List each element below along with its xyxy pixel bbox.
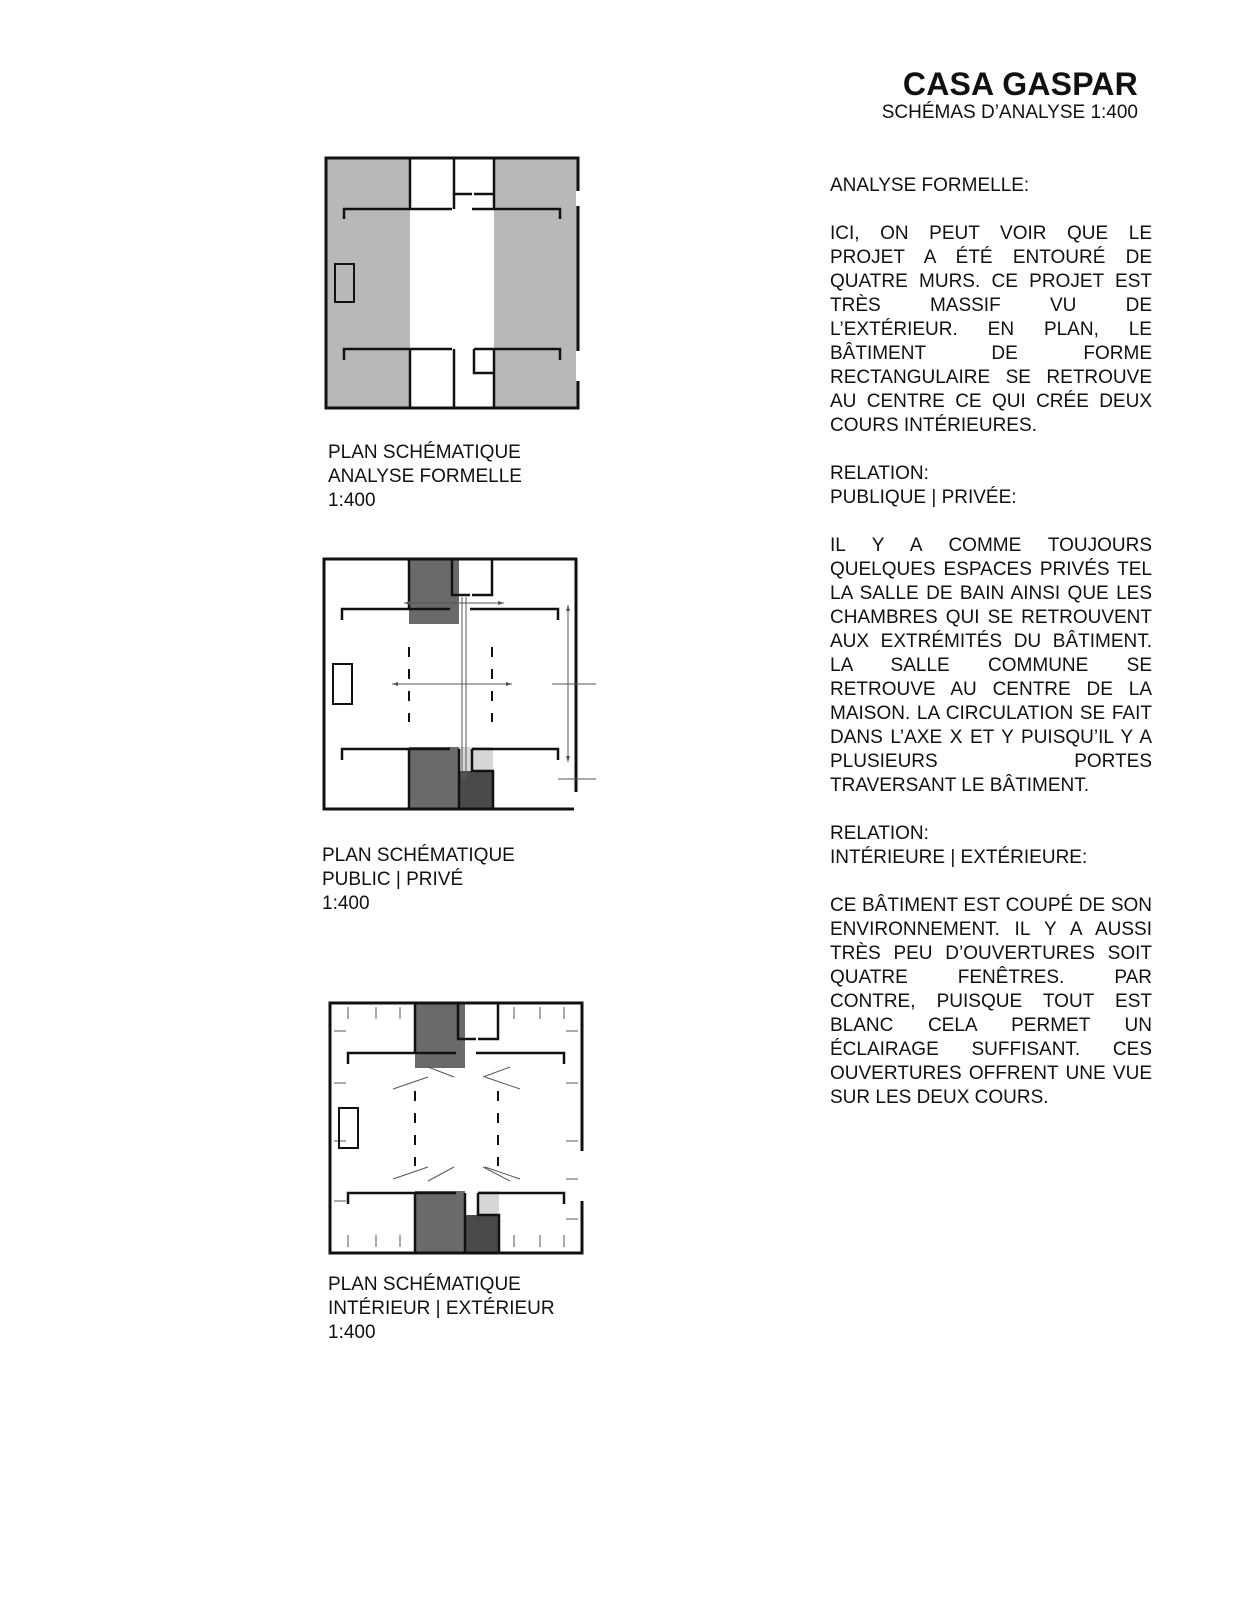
caption-line: 1:400	[322, 893, 370, 914]
caption-plan-3	[328, 1273, 555, 1345]
interior-exterior-paragraph: CE BÂTIMENT EST COUPÉ DE SON ENVIRONNEMENT. IL Y A AUSSI TRÈS PEU D’OUVERTURES SOIT QUATRE FENÊTRES. PAR CONTRE, PUISQUE TOUT EST BLANC CELA PERMET UN ÉCLAIRAGE SUFFISANT. CES OUVERTURES OFFRENT UNE VUE SUR LES DEUX COURS.	[830, 895, 1152, 1108]
formal-paragraph: ICI, ON PEUT VOIR QUE LE PROJET A ÉTÉ ENTOURÉ DE QUATRE MURS. CE PROJET EST TRÈS MASSIF VU DE L’EXTÉRIEUR. EN PLAN, LE BÂTIMENT DE FORME RECTANGULAIRE SE RETROUVE AU CENTRE CE QUI CRÉE DEUX COURS INTÉRIEURES.	[830, 223, 1152, 436]
page-subtitle: SCHÉMAS D’ANALYSE 1:400	[881, 102, 1138, 123]
plan-public-private	[322, 557, 598, 815]
court-right	[494, 158, 578, 408]
caption-line: 1:400	[328, 490, 376, 511]
private-zone-bottom	[415, 1191, 465, 1253]
caption-plan-1	[328, 441, 522, 513]
plan-formal-analysis	[324, 156, 582, 412]
formal-heading: ANALYSE FORMELLE:	[830, 175, 1030, 196]
entry-zone	[459, 747, 493, 771]
private-zone-bottom	[409, 747, 459, 809]
interior-exterior-subheading: INTÉRIEURE | EXTÉRIEURE:	[830, 847, 1088, 868]
caption-line: PLAN SCHÉMATIQUE	[322, 845, 515, 866]
floor-plan-drawing-2	[322, 557, 598, 815]
court-left	[326, 158, 410, 408]
window-left	[339, 1108, 358, 1148]
public-private-heading	[830, 462, 1152, 486]
caption-line: PUBLIC | PRIVÉ	[322, 869, 464, 890]
heading-line: RELATION:	[830, 463, 929, 484]
caption-line: ANALYSE FORMELLE	[328, 466, 522, 487]
caption-line: 1:400	[328, 1322, 376, 1343]
entry-zone	[478, 1191, 499, 1215]
floor-plan-drawing-3	[328, 1001, 586, 1259]
public-private-paragraph: IL Y A COMME TOUJOURS QUELQUES ESPACES PRIVÉS TEL LA SALLE DE BAIN AINSI QUE LES CHAMBRES QUI SE RETROUVENT AUX EXTRÉMITÉS DU BÂTIMENT. LA SALLE COMMUNE SE RETROUVE AU CENTRE DE LA MAISON. LA CIRCULATION SE FAIT DANS L’AXE X ET Y PUISQU’IL Y A PLUSIEURS PORTES TRAVERSANT LE BÂTIMENT.	[830, 535, 1152, 796]
caption-line: PLAN SCHÉMATIQUE	[328, 442, 521, 463]
analysis-text-column	[830, 174, 1152, 1134]
window-left	[333, 664, 352, 704]
plan-interior-exterior	[328, 1001, 586, 1259]
caption-line: INTÉRIEUR | EXTÉRIEUR	[328, 1298, 555, 1319]
floor-plan-drawing-1	[324, 156, 582, 412]
interior-exterior-heading	[830, 822, 1152, 846]
caption-plan-2	[322, 844, 515, 916]
heading-line: RELATION:	[830, 823, 929, 844]
title-block	[882, 66, 1138, 124]
caption-line: PLAN SCHÉMATIQUE	[328, 1274, 521, 1295]
public-private-subheading: PUBLIQUE | PRIVÉE:	[830, 487, 1017, 508]
page-title: CASA GASPAR	[902, 66, 1138, 102]
bath-zone-bottom	[465, 1215, 499, 1253]
